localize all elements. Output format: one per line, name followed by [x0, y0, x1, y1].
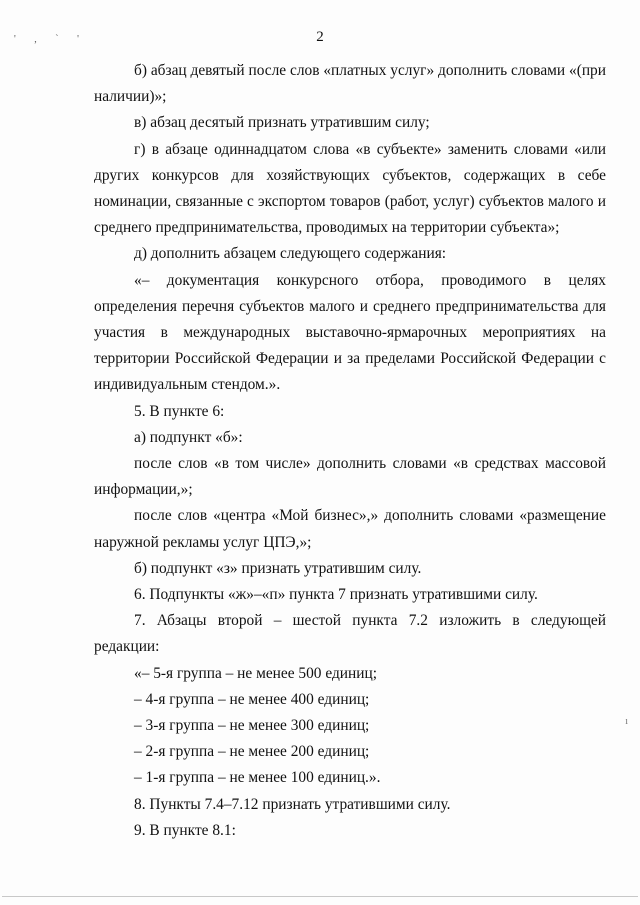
- list-item: – 2-я группа – не менее 200 единиц;: [134, 743, 370, 761]
- paragraph: 6. Подпункты «ж»–«п» пункта 7 признать утратившими силу.: [134, 586, 538, 604]
- paragraph: б) абзац девятый после слов «платных услуг» дополнить словами «(при наличии)»;: [94, 62, 606, 106]
- paragraph: в) абзац десятый признать утратившим силу;: [134, 114, 430, 132]
- scan-edge-line: [2, 896, 638, 897]
- list-item: – 1-я группа – не менее 100 единиц.».: [134, 769, 381, 787]
- paragraph: б) подпункт «з» признать утратившим силу.: [134, 559, 422, 577]
- scan-speck: ı: [625, 716, 628, 727]
- list-item: «– 5-я группа – не менее 500 единиц;: [134, 664, 378, 682]
- paragraph: д) дополнить абзацем следующего содержания:: [134, 245, 447, 263]
- list-item: – 4-я группа – не менее 400 единиц;: [134, 690, 370, 708]
- page-number: 2: [316, 29, 324, 45]
- paragraph: г) в абзаце одиннадцатом слова «в субъекте» заменить словами «или других конкурсов для хозяйствующих субъектов, содержащих в себе номинации, связанные с экспортом товаров (работ, услуг) субъектов малого и среднего предпринимательства, проводимых на территории субъекта»;: [94, 140, 606, 237]
- paragraph: 9. В пункте 8.1:: [134, 821, 236, 839]
- paragraph: 7. Абзацы второй – шестой пункта 7.2 изложить в следующей редакции:: [94, 612, 606, 656]
- scan-specks: ' , ` ': [14, 34, 87, 45]
- paragraph: 8. Пункты 7.4–7.12 признать утратившими силу.: [134, 795, 451, 813]
- paragraph: 5. В пункте 6:: [134, 402, 225, 420]
- document-body: [94, 58, 606, 844]
- paragraph: после слов «центра «Мой бизнес»,» дополнить словами «размещение наружной рекламы услуг ЦПЭ,»;: [94, 507, 606, 551]
- list-item: – 3-я группа – не менее 300 единиц;: [134, 717, 370, 735]
- paragraph: после слов «в том числе» дополнить словами «в средствах массовой информации,»;: [94, 455, 606, 499]
- paragraph: а) подпункт «б»:: [134, 428, 243, 446]
- paragraph: «– документация конкурсного отбора, проводимого в целях определения перечня субъектов малого и среднего предпринимательства для участия в международных выставочно-ярмарочных мероприятиях на территории Российской Федерации и за пределами Российской Федерации с индивидуальным стендом.».: [94, 271, 606, 394]
